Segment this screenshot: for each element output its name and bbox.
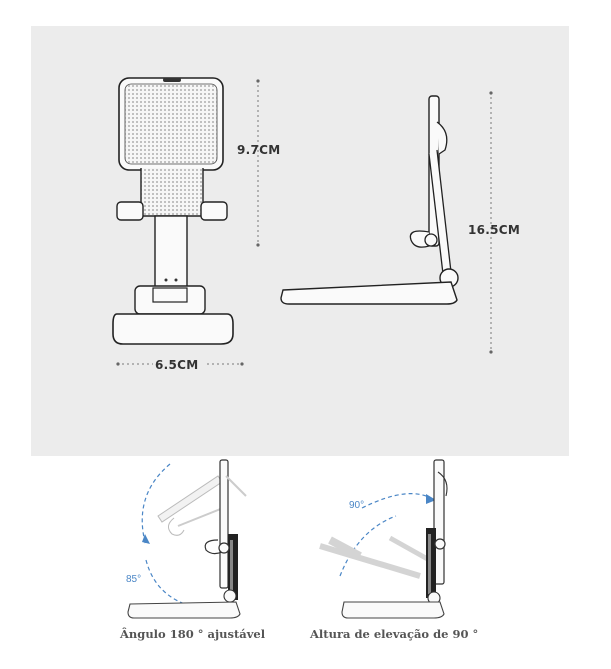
caption-adjustable-angle: Ângulo 180 ° ajustável [120, 627, 266, 641]
base-width-label: 6.5CM [155, 358, 199, 372]
stand-elevation-illustration [300, 456, 500, 626]
dimension-line-head [253, 78, 263, 248]
angle-panel-left [118, 456, 292, 626]
stand-side-view [279, 92, 469, 352]
stand-front-view [111, 76, 251, 366]
caption-elevation-height: Altura de elevação de 90 ° [310, 627, 479, 641]
head-height-label: 9.7CM [237, 143, 281, 157]
angle-panel-right [300, 456, 500, 626]
stand-rotation-illustration [118, 456, 292, 626]
angle-label-right: 90° [349, 500, 365, 511]
total-height-label: 16.5CM [468, 223, 521, 237]
dimension-panel [31, 26, 569, 456]
angle-label-left: 85° [126, 574, 142, 585]
